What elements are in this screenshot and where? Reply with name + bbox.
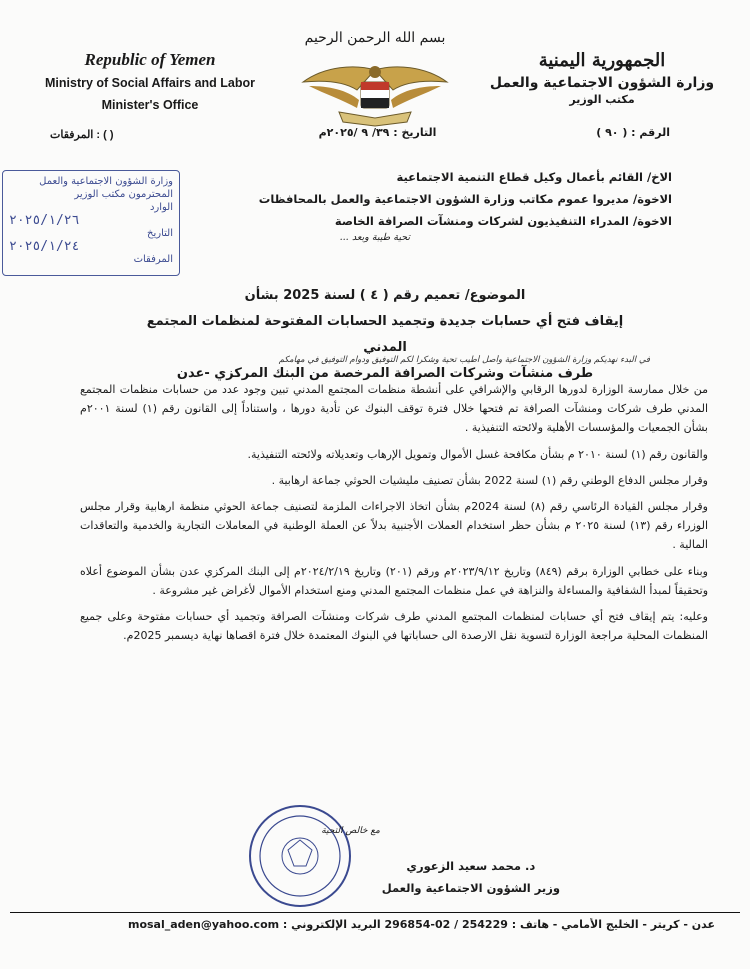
body-paragraph: وقرار مجلس الدفاع الوطني رقم (١) لسنة 2022 بشأن تصنيف مليشيات الحوثي جماعة ارهابية . — [271, 473, 708, 487]
english-office: Minister's Office — [101, 98, 199, 112]
yemen-eagle-emblem-icon — [295, 60, 455, 128]
english-ministry: Ministry of Social Affairs and Labor — [45, 76, 255, 90]
stamp-line: المرفقات — [133, 254, 173, 265]
signatory-title: وزير الشؤون الاجتماعية والعمل — [381, 881, 560, 895]
signature-closing: مع خالص التحية — [321, 826, 380, 836]
body-paragraph: وبناء على خطابي الوزارة برقم (٨٤٩) وتاريخ ٢٠٢٣/٩/١٢م ورقم (٢٠١) وتاريخ ٢٠٢٤/٢/١٩م إلى البنك المركزي عدن بشأن الموضوع أعلاه وتحقيقاً لمبدأ الشفافية والمساءلة والنزاهة في عمل منظمات المجتمع المدني ومنع استخدام الأموال لأغراض غير مشروعة . — [80, 564, 708, 597]
body-paragraph: وقرار مجلس القيادة الرئاسي رقم (٨) لسنة 2024م بشأن اتخاذ الاجراءات الملزمة لتصنيف جماعة الحوثي منظمة ارهابية وقرار مجلس الوزراء رقم (١٣) لسنة ٢٠٢٥ م بشأن حظر استخدام العملات الأجنبية بدلاً عن العملة الوطنية في المعاملات التجارية والخدمية والتعاقدات المالية . — [80, 500, 709, 552]
body-paragraph: والقانون رقم (١) لسنة ٢٠١٠ م بشأن مكافحة غسل الأموال وتمويل الإرهاب وتعديلاته ولائحته التنفيذية. — [247, 447, 708, 461]
stamp-line: الوارد — [149, 202, 173, 213]
letter-body — [80, 380, 708, 652]
subject-line: الموضوع/ تعميم رقم ( ٤ ) لسنة 2025 بشأن — [244, 288, 526, 303]
stamp-line: التاريخ — [147, 228, 173, 239]
stamp-line: وزارة الشؤون الاجتماعية والعمل — [39, 176, 173, 187]
body-paragraph: من خلال ممارسة الوزارة لدورها الرقابي والإشرافي على أنشطة منظمات المجتمع المدني تبين وجود عدد من حسابات منظمات المجتمع المدني طرف شركات ومنشآت الصرافة تم فتحها خلال فترة توقف البنوك عن تأدية دورها ، واستناداً إلى القانون رقم (١) لسنة ٢٠٠١م بشأن الجمعيات والمؤسسات الأهلية ولائحته التنفيذية . — [80, 383, 709, 435]
stamp-number: ٢٠٢٥/١/٢٦ — [9, 214, 80, 227]
greeting: تحية طيبة وبعد ... — [339, 232, 410, 243]
english-letterhead — [30, 50, 270, 112]
stamp-line: المحترمون مكتب الوزير — [74, 189, 173, 200]
official-seal-icon — [240, 800, 390, 908]
subject-block — [130, 283, 640, 387]
english-republic: Republic of Yemen — [84, 50, 216, 69]
body-paragraph: وعليه: يتم إيقاف فتح أي حسابات لمنظمات المجتمع المدني طرف شركات ومنشآت الصرافة وتجميد أي حسابات مفتوحة وعلى جميع المنظمات المحلية مراجعة الوزارة لتسوية نقل الارصدة الى حساباتها في البنوك المعتمدة خلال فترة اقصاها نهاية ديسمبر 2025م. — [80, 610, 708, 643]
recipient-line: الاخوة/ مديروا عموم مكاتب وزارة الشؤون الاجتماعية والعمل بالمحافظات — [258, 192, 672, 206]
signature-block — [382, 855, 560, 899]
received-stamp — [2, 170, 180, 276]
stamp-date: ٢٠٢٥/١/٢٤ — [9, 240, 80, 253]
attachments-field: المرفقات : ( ) — [50, 129, 114, 141]
reference-number: الرقم : ( ٩٠ ) — [596, 126, 670, 139]
footer-contact: عدن - كريتر - الخليج الأمامي - هاتف : 254229 / 02-296854 البريد الإلكتروني : mosal_aden@yahoo.com — [127, 918, 715, 931]
recipient-line: الاخوة/ المدراء التنفيذيون لشركات ومنشآت الصرافة الخاصة — [334, 214, 672, 228]
arabic-ministry: وزارة الشؤون الاجتماعية والعمل — [489, 75, 715, 91]
arabic-office: مكتب الوزير — [569, 93, 635, 106]
signatory-name: د. محمد سعيد الزعوري — [406, 859, 536, 873]
document-date: التاريخ : ٣٩/ ٩ /٢٠٢٥م — [318, 126, 437, 139]
subject-line: طرف منشآت وشركات الصرافة المرخصة من البنك المركزي -عدن — [176, 366, 594, 381]
basmala: بسم الله الرحمن الرحيم — [304, 30, 446, 46]
recipients-block — [259, 166, 672, 232]
handwritten-note: في البدء نهديكم وزارة الشؤون الاجتماعية وأصل أطيب تحية وشكراً لكم التوفيق ودوام التوفيق في مهامكم — [278, 355, 650, 365]
footer-divider — [10, 912, 740, 913]
recipient-line: الاخ/ القائم بأعمال وكيل قطاع التنمية الاجتماعية — [396, 170, 672, 184]
arabic-letterhead — [482, 50, 722, 106]
subject-line: إيقاف فتح أي حسابات جديدة وتجميد الحسابات المفتوحة لمنظمات المجتمع المدني — [146, 314, 624, 355]
arabic-republic: الجمهورية اليمنية — [538, 50, 666, 71]
